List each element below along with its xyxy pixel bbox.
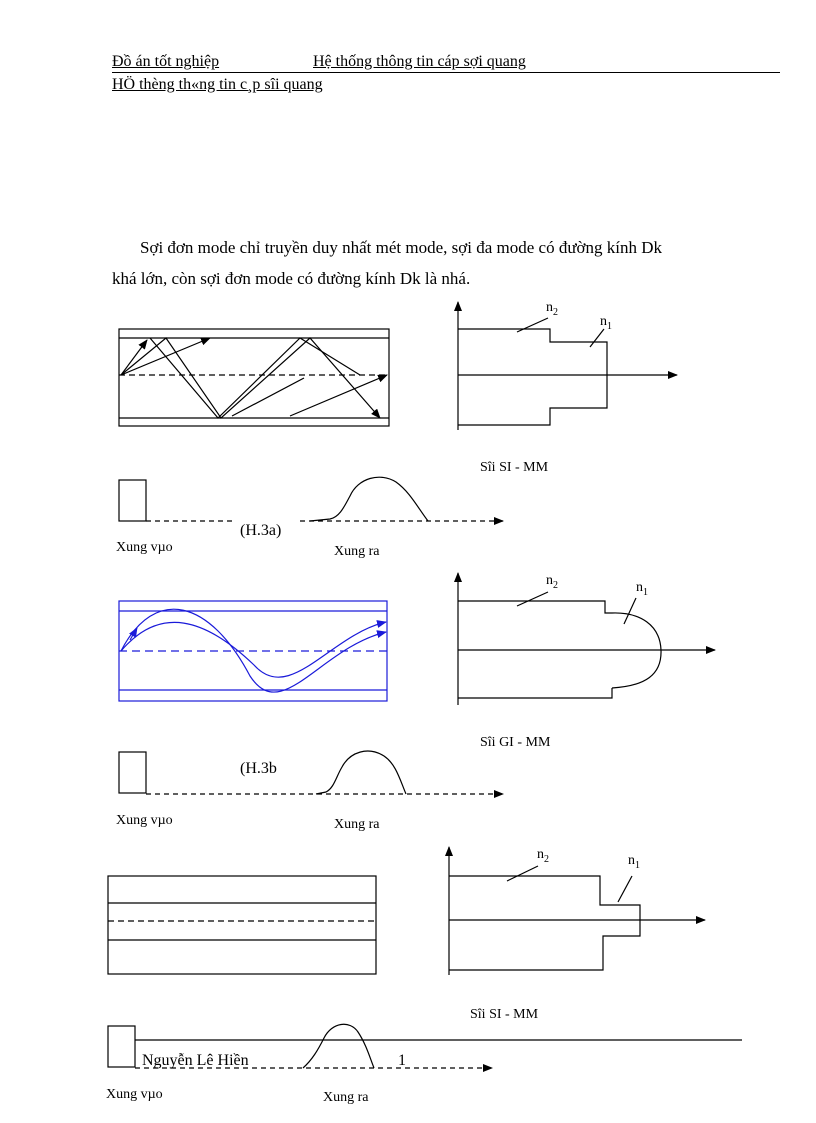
input-pulse (108, 1026, 135, 1067)
fiber-si-diagram-2 (108, 876, 376, 974)
index-profile-si-mm (458, 302, 677, 430)
label-n1-b: $n_1$ (636, 580, 648, 598)
n1-leader (624, 598, 636, 624)
output-pulse (310, 477, 428, 521)
header-line2: HÖ thèng th«ng tin c¸p sîi quang (112, 76, 323, 93)
output-label-b: Xung ra (334, 817, 380, 832)
label-n2-a: $n_2$ (546, 300, 558, 318)
footer-page-number: 1 (398, 1052, 406, 1069)
label-n2-c: $n_2$ (537, 847, 549, 865)
paragraph-line-1: Sợi đơn mode chỉ truyền duy nhất mét mode, sợi đa mode có đường kính Dk (140, 238, 663, 257)
profile-caption-b: Sîi GI - MM (480, 735, 551, 750)
input-label-b: Xung vµo (116, 813, 173, 828)
input-pulse (119, 752, 146, 793)
profile-caption-c: Sîi SI - MM (470, 1007, 539, 1022)
pulse-diagram-a (119, 477, 503, 521)
profile-step (449, 876, 640, 970)
fiber-gi-mm-diagram (119, 601, 387, 701)
profile-step-bottom (458, 688, 612, 698)
footer-author: Nguyễn Lê Hiền (142, 1052, 249, 1069)
input-label-c: Xung vµo (106, 1087, 163, 1102)
profile-step (458, 329, 607, 425)
input-pulse (119, 480, 146, 521)
n1-leader (618, 876, 632, 902)
index-profile-si-2 (449, 847, 705, 975)
n2-leader (517, 318, 548, 332)
output-label-c: Xung ra (323, 1090, 369, 1105)
pulse-diagram-b (119, 751, 503, 794)
paragraph-line-2: khá lớn, còn sợi đơn mode có đường kính Dk là nhá. (112, 269, 471, 288)
fiber-si-mm-diagram (119, 329, 389, 426)
output-label-a: Xung ra (334, 544, 380, 559)
output-pulse (316, 751, 406, 794)
label-n1-a: $n_1$ (600, 314, 612, 332)
label-n2-b: $n_2$ (546, 573, 558, 591)
label-n1-c: $n_1$ (628, 853, 640, 871)
ray-path-6 (232, 378, 304, 416)
header-right: Hệ thống thông tin cáp sợi quang (313, 53, 526, 70)
index-profile-gi-mm (458, 573, 715, 705)
header-left: Đồ án tốt nghiệp (112, 53, 220, 70)
fiber-cladding-outline (108, 876, 376, 974)
input-label-a: Xung vµo (116, 540, 173, 555)
figure-label-a: (H.3a) (240, 522, 282, 539)
output-pulse (303, 1024, 374, 1068)
n2-leader (517, 592, 548, 606)
figure-label-b: (H.3b (240, 760, 277, 777)
profile-step-top (458, 601, 612, 613)
profile-caption-a: Sîi SI - MM (480, 460, 549, 475)
n2-leader (507, 866, 538, 881)
